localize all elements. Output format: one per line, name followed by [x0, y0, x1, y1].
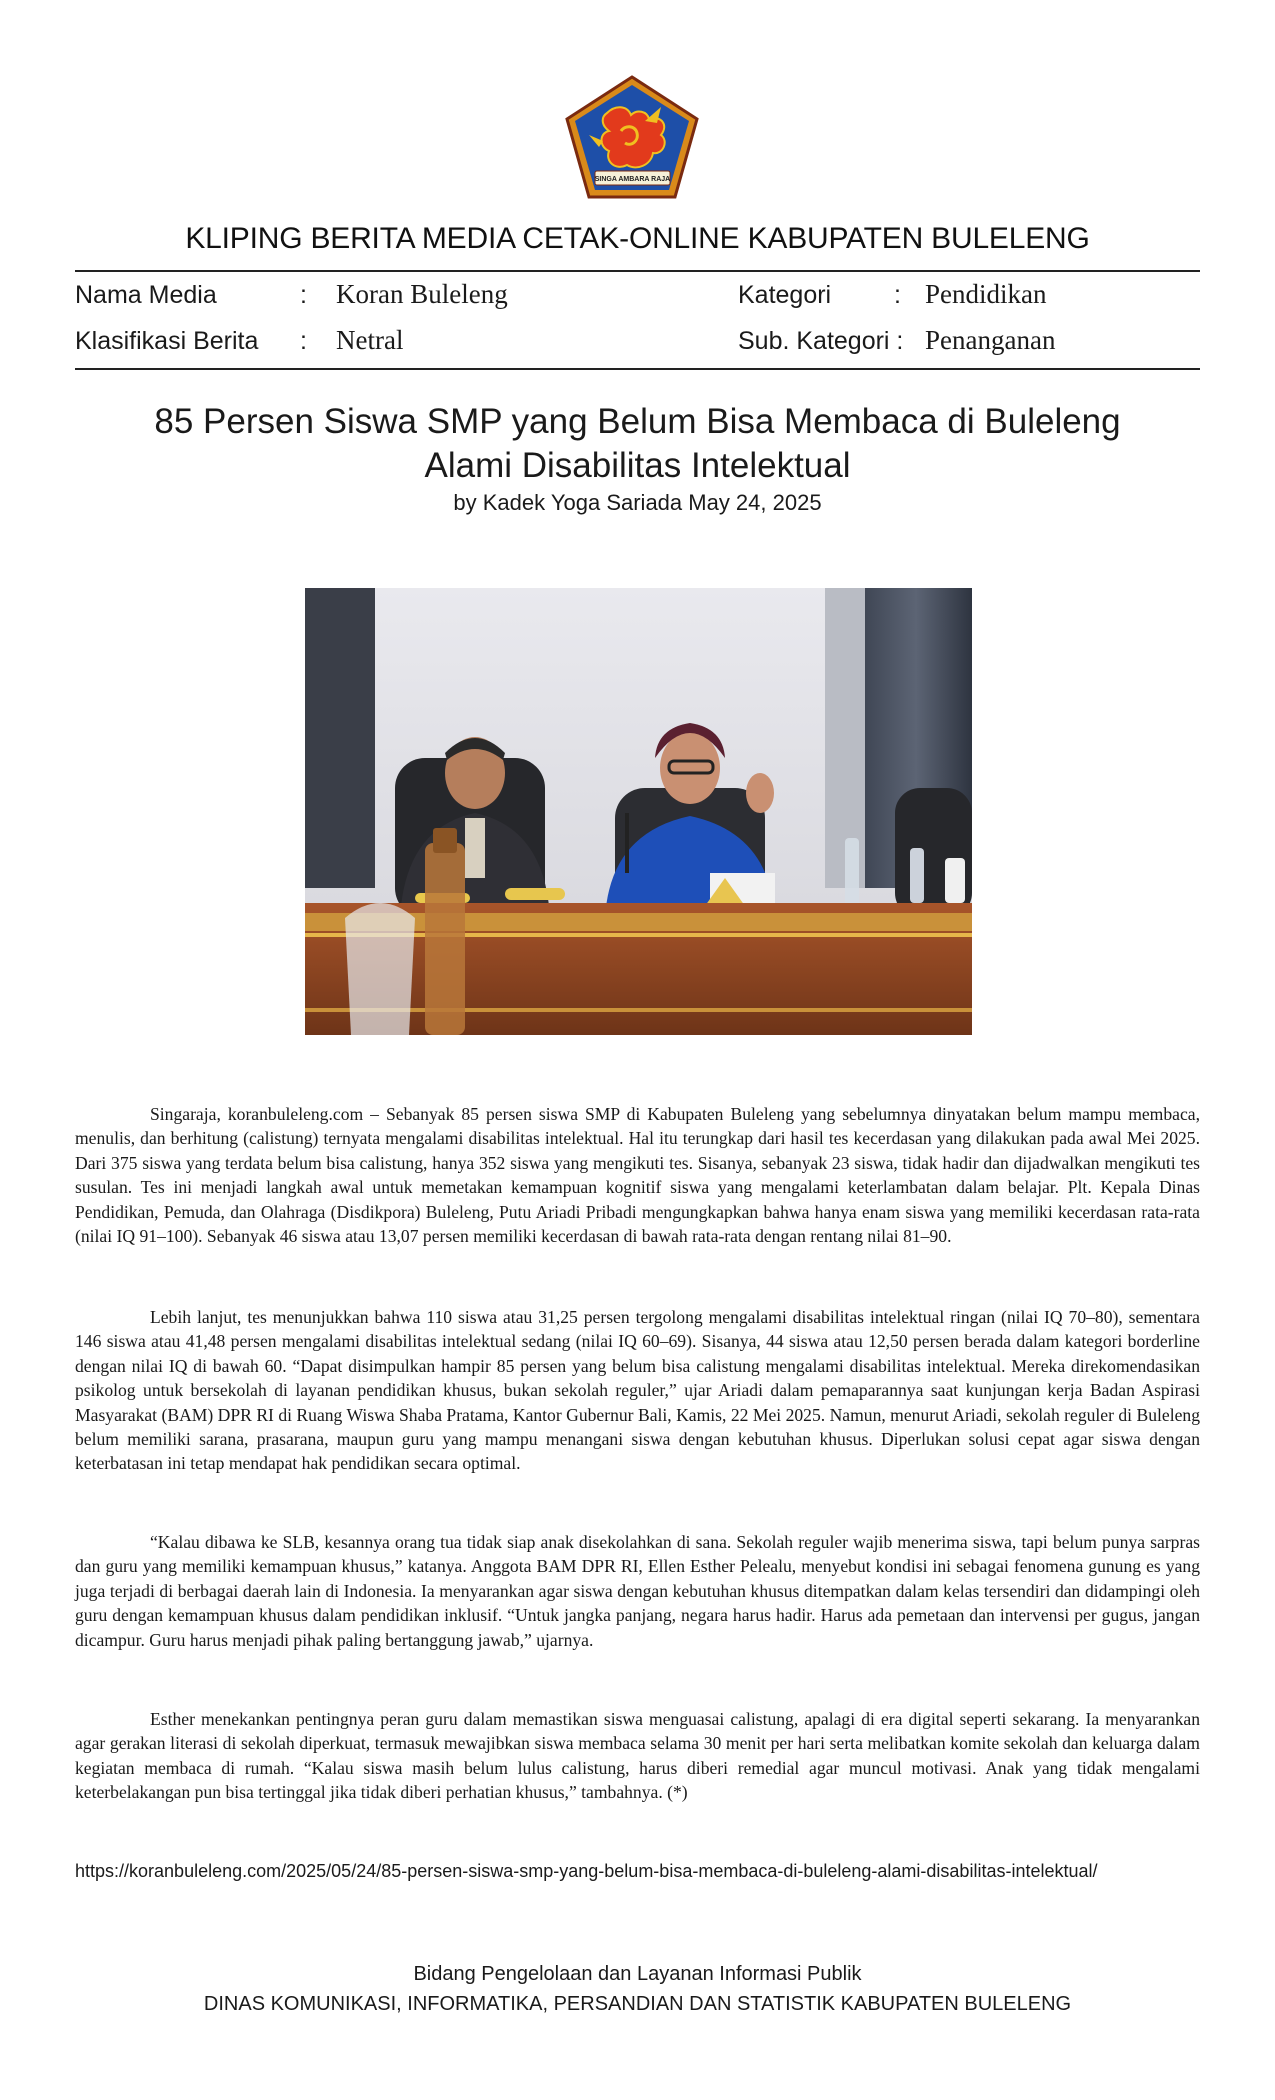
article-paragraph-2: Lebih lanjut, tes menunjukkan bahwa 110 siswa atau 31,25 persen tergolong mengalami disabilitas intelektual ringan (nilai IQ 70–80), sementara 146 siswa atau 41,48 persen mengalami disabilitas intelektual sedang (nilai IQ 60–69). Sisanya, 44 siswa atau 12,50 persen berada dalam kategori borderline dengan nilai IQ di bawah 60. “Dapat disimpulkan hampir 85 persen yang belum bisa calistung mengalami disabilitas intelektual. Mereka direkomendasikan psikolog untuk bersekolah di layanan pendidikan khusus, bukan sekolah reguler,” ujar Ariadi dalam pemaparannya saat kunjungan kerja Badan Aspirasi Masyarakat (BAM) DPR RI di Ruang Wiswa Shaba Pratama, Kantor Gubernur Bali, Kamis, 22 Mei 2025. Namun, menurut Ariadi, sekolah reguler di Buleleng belum memiliki sarana, prasarana, maupun guru yang mampu menangani siswa dengan kebutuhan khusus. Diperlukan solusi cepat agar siswa dengan keterbatasan ini tetap mendapat hak pendidikan secara optimal.	[75, 1307, 1200, 1474]
kategori-label: Kategori	[738, 281, 832, 309]
klasifikasi-separator: :	[300, 327, 307, 355]
footer-line-1: Bidang Pengelolaan dan Layanan Informasi Publik	[413, 1963, 862, 1985]
article-paragraph-1: Singaraja, koranbuleleng.com – Sebanyak 85 persen siswa SMP di Kabupaten Buleleng yang sebelumnya dinyatakan belum mampu membaca, menulis, dan berhitung (calistung) ternyata mengalami disabilitas intelektual. Hal itu terungkap dari hasil tes kecerdasan yang dilakukan pada awal Mei 2025. Dari 375 siswa yang terdata belum bisa calistung, hanya 352 siswa yang mengikuti tes. Sisanya, sebanyak 23 siswa, tidak hadir dan dijadwalkan mengikuti tes susulan. Tes ini menjadi langkah awal untuk memetakan kemampuan kognitif siswa yang mengalami keterlambatan dalam belajar. Plt. Kepala Dinas Pendidikan, Pemuda, dan Olahraga (Disdikpora) Buleleng, Putu Ariadi Pribadi mengungkapkan bahwa hanya enam siswa yang memiliki kecerdasan rata-rata (nilai IQ 91–100). Sebanyak 46 siswa atau 13,07 persen memiliki kecerdasan di bawah rata-rata dengan rentang nilai 81–90.	[75, 1104, 1200, 1247]
headline-line-2: Alami Disabilitas Intelektual	[424, 446, 851, 485]
media-value: Koran Buleleng	[336, 279, 508, 309]
media-separator: :	[300, 281, 307, 309]
svg-text:SINGA AMBARA RAJA: SINGA AMBARA RAJA	[594, 176, 671, 183]
klasifikasi-label: Klasifikasi Berita	[75, 327, 259, 355]
kategori-separator: :	[894, 281, 901, 309]
source-url-link[interactable]: https://koranbuleleng.com/2025/05/24/85-persen-siswa-smp-yang-belum-bisa-membaca-di-buleleng-alami-disabilitas-intelektual/	[75, 1861, 1098, 1881]
article-byline: by Kadek Yoga Sariada May 24, 2025	[453, 490, 822, 515]
article-paragraph-3: “Kalau dibawa ke SLB, kesannya orang tua tidak siap anak disekolahkan di sana. Sekolah reguler wajib menerima siswa, tapi belum punya sarpras dan guru yang memiliki kemampuan khusus,” katanya. Anggota BAM DPR RI, Ellen Esther Pelealu, menyebut kondisi ini sebagai fenomena gunung es yang juga terjadi di berbagai daerah lain di Indonesia. Ia menyarankan agar siswa dengan kebutuhan khusus ditempatkan dalam kelas tersendiri dan didampingi oleh guru dengan kemampuan khusus dalam pendidikan inklusif. “Untuk jangka panjang, negara harus hadir. Harus ada pemetaan dan intervensi per gugus, jangan dicampur. Guru harus menjadi pihak paling bertanggung jawab,” ujarnya.	[75, 1532, 1200, 1650]
subkategori-label: Sub. Kategori :	[738, 327, 904, 355]
article-photo	[305, 588, 972, 1035]
article-headline	[0, 400, 1275, 488]
subkategori-value: Penanganan	[925, 325, 1056, 355]
document-title: KLIPING BERITA MEDIA CETAK-ONLINE KABUPATEN BULELENG	[185, 222, 1090, 255]
footer-line-2: DINAS KOMUNIKASI, INFORMATIKA, PERSANDIAN DAN STATISTIK KABUPATEN BULELENG	[203, 1993, 1072, 2015]
buleleng-coat-of-arms-logo	[565, 75, 700, 200]
meeting-photo-image	[305, 588, 972, 1035]
klasifikasi-value: Netral	[336, 325, 404, 355]
header-top-divider	[75, 270, 1200, 272]
kategori-value: Pendidikan	[925, 279, 1047, 309]
coat-of-arms-emblem-icon	[565, 75, 700, 200]
headline-line-1: 85 Persen Siswa SMP yang Belum Bisa Membaca di Buleleng	[154, 402, 1121, 441]
header-bottom-divider	[75, 368, 1200, 370]
media-label: Nama Media	[75, 281, 217, 309]
article-paragraph-4: Esther menekankan pentingnya peran guru dalam memastikan siswa menguasai calistung, apalagi di era digital seperti sekarang. Ia menyarankan agar gerakan literasi di sekolah diperkuat, termasuk mewajibkan siswa membaca selama 30 menit per hari serta melibatkan komite sekolah dan keluarga dalam kegiatan membaca di rumah. “Kalau siswa masih belum lulus calistung, harus diberi remedial agar muncul motivasi. Anak yang tidak mengalami keterbelakangan pun bisa tertinggal jika tidak diberi perhatian khusus,” tambahnya. (*)	[75, 1709, 1200, 1803]
